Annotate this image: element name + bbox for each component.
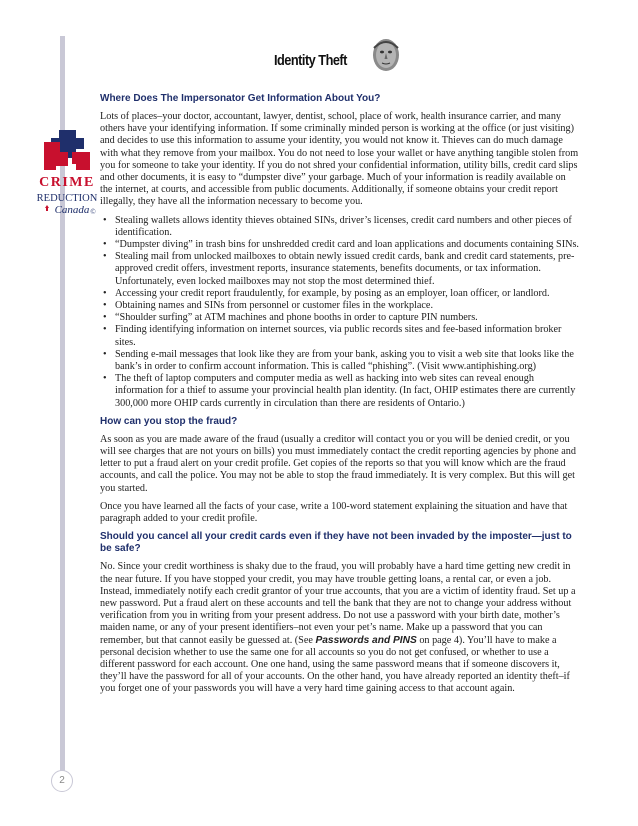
section-heading: Where Does The Impersonator Get Information About You? <box>100 93 381 104</box>
page-number: 2 <box>51 770 73 792</box>
paragraph-text: on page 4). You’ll have to make a personal decision whether to use the same one for all accounts so you do not get confused, or whether to use a different password for each account. One one hand, using the same password means that if someone discovers it, they’ll have the password for all of your accounts. On the other hand, you have already reported an identity theft–if you forget one of your passwords you will have a very hard time gaining access to that account again. <box>100 634 570 695</box>
paragraph-text: No. Since your credit worthiness is shaky due to the fraud, you will probably have a hard time getting new credit in the near future. If you have stopped your credit, you may have trouble getting loans, a rental car, or even a job. Instead, immediately notify each credit grantor of your true accounts, that you are a victim of identity fraud. Set up a new password. Put a fraud alert on these accounts and tell the bank that they are not to change your address without verification from you in writing from your present address. Do not use a password with your birth date, mother’s maiden name, or any of your present identifiers–not even your pet’s name. Make up a password that you can remember, but that cannot easily be guessed at. (See <box>100 561 576 646</box>
paragraph: Lots of places–your doctor, accountant, lawyer, dentist, school, place of work, health insurance carrier, and many others have your identifying information. If some criminally minded person is working at the office (or just visiting) and decides to use this information to assume your identity, you would not know it. Thieves can do much damage with what they remove from your mailbox. You do not need to lose your wallet or have anything tangible stolen from you for someone to take your identity. If you do not shred your confidential information, utility bills, credit card slips and other documents, it is easy to “dumpster dive” your garbage. Much of your information is readily available on the internet, at courts, and accessible from public documents. Additionally, if someone obtains your credit report illegally, they have all the information necessary to become you. <box>100 111 579 208</box>
list-item: • Accessing your credit report fraudulently, for example, by posing as an employer, loan officer, or landlord. <box>100 288 580 300</box>
passwords-and-pins-reference: Passwords and PINS <box>315 634 417 646</box>
svg-text:CRIME: CRIME <box>39 175 95 190</box>
list-item: • Stealing wallets allows identity thieves obtained SINs, driver’s licenses, credit card numbers and other pieces of identification. <box>100 215 580 239</box>
section-heading: How can you stop the fraud? <box>100 415 238 427</box>
list-item: • Stealing mail from unlocked mailboxes to obtain newly issued credit cards, bank and credit card statements, pre-approved credit offers, investment reports, insurance statements, benefits documents, or tax information. Unfortunately, even locked mailboxes may not stop the most determined thief. <box>100 251 580 288</box>
paragraph: As soon as you are made aware of the fraud (usually a creditor will contact you or you will be denied credit, or you will see charges that are not yours on bills) you must immediately contact the credit reporting agencies by phone and letter to put a fraud alert on your credit profile. Get copies of the reports so that you will know which are the fraud accounts, and call the police. You may not be able to stop the fraud immediately. It is very complex. But this will get you started. <box>100 433 576 494</box>
page-title: Identity Theft <box>274 52 347 69</box>
paragraph <box>100 561 580 695</box>
list-item: • Finding identifying information on internet sources, via public records sites and fee-based information broker sites. <box>100 324 580 348</box>
bullet-list <box>100 215 580 410</box>
list-item: • “Dumpster diving” in trash bins for unshredded credit card and loan applications and documents containing SINs. <box>100 239 580 251</box>
list-item: • The theft of laptop computers and computer media as well as hacking into web sites can reveal enough information for a thief to assume your provincial health plan identity. (In fact, OHIP estimates there are currently 300,000 more OHIP cards currently in circulation than there are residents of Ontario.) <box>100 373 580 410</box>
crime-reduction-canada-logo <box>36 130 98 230</box>
svg-text:Canada: Canada <box>54 204 90 216</box>
list-item: • Obtaining names and SINs from personnel or customer files in the workplace. <box>100 300 580 312</box>
svg-text:REDUCTION: REDUCTION <box>36 193 98 204</box>
document-body <box>100 93 580 702</box>
section-heading: Should you cancel all your credit cards even if they have not been invaded by the imposter—just to be safe? <box>100 531 572 555</box>
list-item: • Sending e-mail messages that look like they are from your bank, asking you to visit a web site that looks like the bank’s in order to confirm account information. This is called “phishing”. (Visit www.antiphishing.org) <box>100 349 580 373</box>
portrait-illustration <box>370 38 402 72</box>
svg-text:©: © <box>90 208 96 216</box>
paragraph: Once you have learned all the facts of your case, write a 100-word statement explaining the situation and have that paragraph added to your credit profile. <box>100 500 568 525</box>
list-item: • “Shoulder surfing” at ATM machines and phone booths in order to capture PIN numbers. <box>100 312 580 324</box>
